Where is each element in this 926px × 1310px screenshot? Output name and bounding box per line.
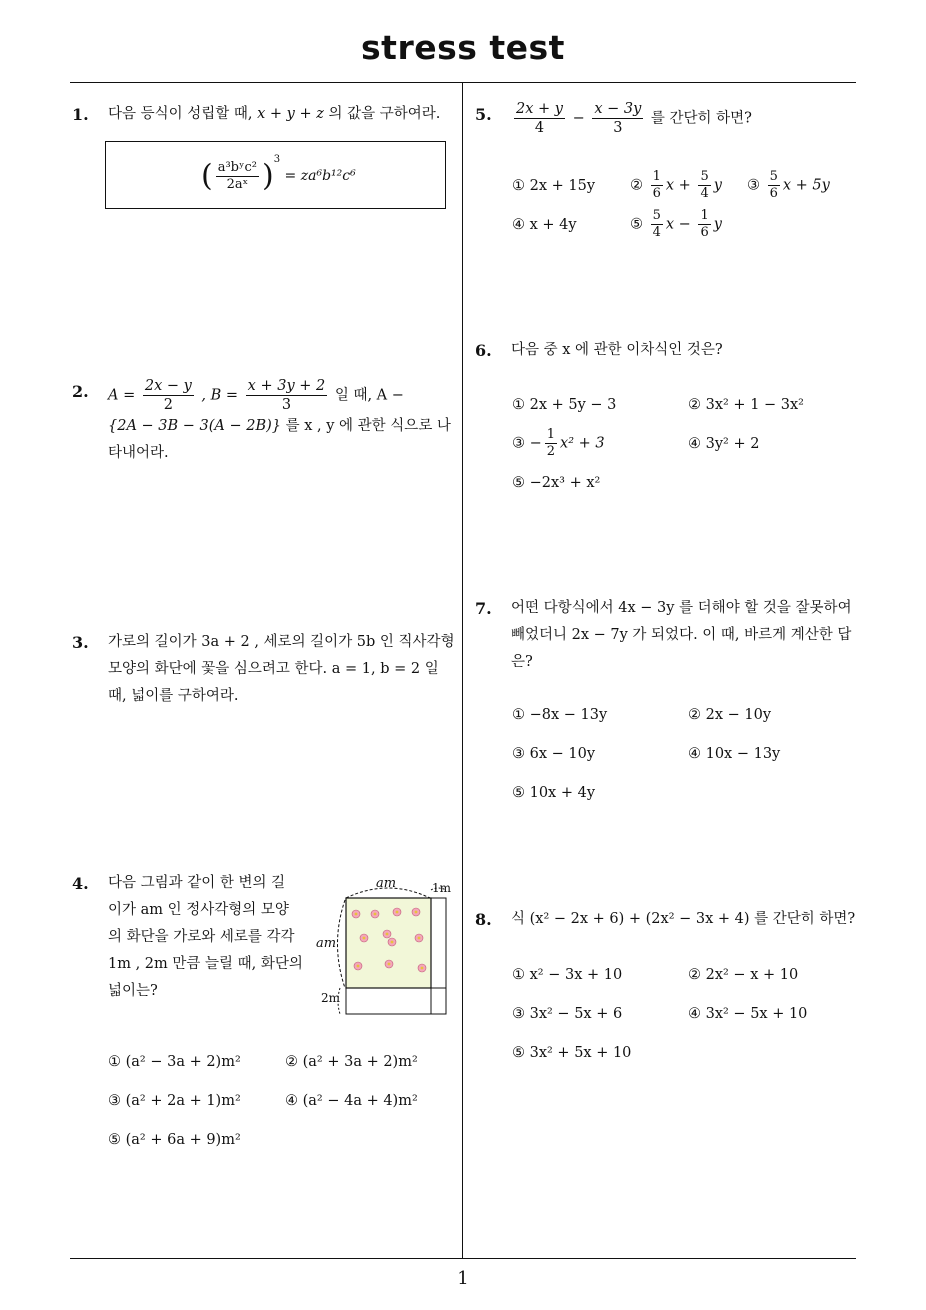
option-4[interactable]: ④ 10x − 13y [688, 746, 781, 762]
question-text: 를 간단히 하면? [650, 110, 752, 127]
math-expression: {2A − 3B − 3(A − 2B)} [108, 418, 282, 434]
math-expression: , B = [201, 387, 239, 404]
figure-label-side: am [316, 936, 337, 951]
question-4 [72, 870, 312, 1005]
option-5[interactable]: ⑤ 3x² + 5x + 10 [512, 1045, 632, 1061]
question-number: 3. [72, 633, 89, 652]
question-text: 의 값을 구하여라. [328, 106, 441, 122]
question-text: 의 화단을 가로와 세로를 각각 [108, 929, 295, 945]
option-2[interactable]: ② (a² + 3a + 2)m² [285, 1054, 418, 1070]
garden-figure [316, 876, 456, 1021]
option-1[interactable]: ① 2x + 5y − 3 [512, 397, 617, 413]
question-text: 식 (x² − 2x + 6) + (2x² − 3x + 4) 를 간단히 하면? [511, 911, 856, 927]
figure-label-bottom: 2m [321, 991, 341, 1005]
option-4[interactable]: ④ 3y² + 2 [688, 436, 760, 452]
option-5[interactable]: ⑤ −2x³ + x² [512, 475, 601, 491]
option-1[interactable]: ① (a² − 3a + 2)m² [108, 1054, 241, 1070]
question-text: 다음 중 x 에 관한 이차식인 것은? [511, 342, 723, 358]
equation-exponent: 3 [273, 154, 281, 165]
question-text: 1m , 2m 만큼 늘릴 때, 화단의 [108, 956, 303, 972]
fraction-denominator: 3 [613, 120, 623, 136]
question-number: 1. [72, 105, 89, 124]
question-text: 이가 am 인 정사각형의 모양 [108, 902, 289, 918]
question-text: 빼었더니 2x − 7y 가 되었다. 이 때, 바르게 계산한 답 [511, 627, 852, 643]
question-number: 8. [475, 910, 492, 929]
option-3[interactable]: ③ − $\frac{1}{2}$ x² + 3 [512, 427, 605, 459]
question-text: 다음 그림과 같이 한 변의 길 [108, 875, 286, 891]
question-number: 5. [475, 105, 492, 124]
equation-numerator: a³bʸc² [217, 159, 257, 175]
option-4[interactable]: ④ (a² − 4a + 4)m² [285, 1093, 418, 1109]
question-text: 다음 등식이 성립할 때, [108, 106, 253, 122]
question-5 [475, 101, 855, 136]
fraction-numerator: x − 3y [594, 101, 642, 117]
fraction-denominator: 3 [281, 397, 292, 413]
question-number: 2. [72, 382, 89, 401]
option-5[interactable]: ⑤ (a² + 6a + 9)m² [108, 1132, 241, 1148]
option-3[interactable]: ③ 6x − 10y [512, 746, 596, 762]
question-text: 은? [511, 654, 533, 670]
bottom-rule [70, 1258, 856, 1259]
equation-rhs: = za⁶b¹²c⁶ [284, 168, 356, 184]
question-text: 를 x , y 에 관한 식으로 나 [285, 418, 451, 434]
option-3[interactable]: ③ $\frac{5}{6}$ x + 5y [747, 169, 830, 201]
option-2[interactable]: ② 3x² + 1 − 3x² [688, 397, 804, 413]
option-1[interactable]: ① −8x − 13y [512, 707, 608, 723]
option-2[interactable]: ② 2x − 10y [688, 707, 772, 723]
option-1[interactable]: ① 2x + 15y [512, 178, 596, 194]
option-1[interactable]: ① x² − 3x + 10 [512, 967, 623, 983]
question-number: 4. [72, 874, 89, 893]
page-title: stress test [361, 28, 565, 67]
question-1 [72, 101, 452, 128]
page-number: 1 [457, 1268, 469, 1289]
option-3[interactable]: ③ (a² + 2a + 1)m² [108, 1093, 241, 1109]
equation-box: ( $\frac{\text{a³bʸc²}}{\text{2aˣ}}$ )$^3$ = za⁶b¹²c⁶ [105, 141, 446, 209]
question-8 [475, 906, 865, 933]
question-text: 모양의 화단에 꽃을 심으려고 한다. a = 1, b = 2 일 [108, 661, 439, 677]
question-7 [475, 595, 865, 676]
question-2 [72, 378, 456, 467]
option-4[interactable]: ④ x + 4y [512, 217, 577, 233]
question-text: 가로의 길이가 3a + 2 , 세로의 길이가 5b 인 직사각형 [108, 634, 455, 650]
question-text: 어떤 다항식에서 4x − 3y 를 더해야 할 것을 잘못하여 [511, 600, 852, 616]
question-3 [72, 629, 456, 710]
fraction-numerator: x + 3y + 2 [247, 378, 326, 394]
option-5[interactable]: ⑤ 10x + 4y [512, 785, 596, 801]
question-text: 때, 넓이를 구하여라. [108, 688, 239, 704]
minus-sign: − [572, 110, 585, 127]
figure-label-right: 1m [432, 881, 452, 895]
question-text: 타내어라. [108, 445, 169, 461]
figure-label-top: am [376, 876, 397, 891]
math-expression: A = [108, 387, 136, 404]
fraction-numerator: 2x + y [516, 101, 563, 117]
fraction-denominator: 4 [534, 120, 545, 136]
option-4[interactable]: ④ 3x² − 5x + 10 [688, 1006, 808, 1022]
option-2[interactable]: ② $\frac{1}{6}$ x + $\frac{5}{4}$ y [630, 169, 722, 201]
option-3[interactable]: ③ 3x² − 5x + 6 [512, 1006, 623, 1022]
option-5[interactable]: ⑤ $\frac{5}{4}$ x − $\frac{1}{6}$ y [630, 208, 722, 240]
fraction-denominator: 2 [163, 397, 173, 413]
question-6 [475, 337, 855, 364]
question-number: 7. [475, 599, 492, 618]
fraction-numerator: 2x − y [144, 378, 192, 394]
top-rule [70, 82, 856, 83]
equation-denominator: 2aˣ [226, 176, 249, 192]
question-text: 넓이는? [108, 983, 158, 999]
question-text: 일 때, A − [334, 387, 404, 404]
math-expression: x + y + z [257, 106, 324, 122]
question-number: 6. [475, 341, 492, 360]
column-divider [462, 83, 463, 1258]
option-2[interactable]: ② 2x² − x + 10 [688, 967, 799, 983]
